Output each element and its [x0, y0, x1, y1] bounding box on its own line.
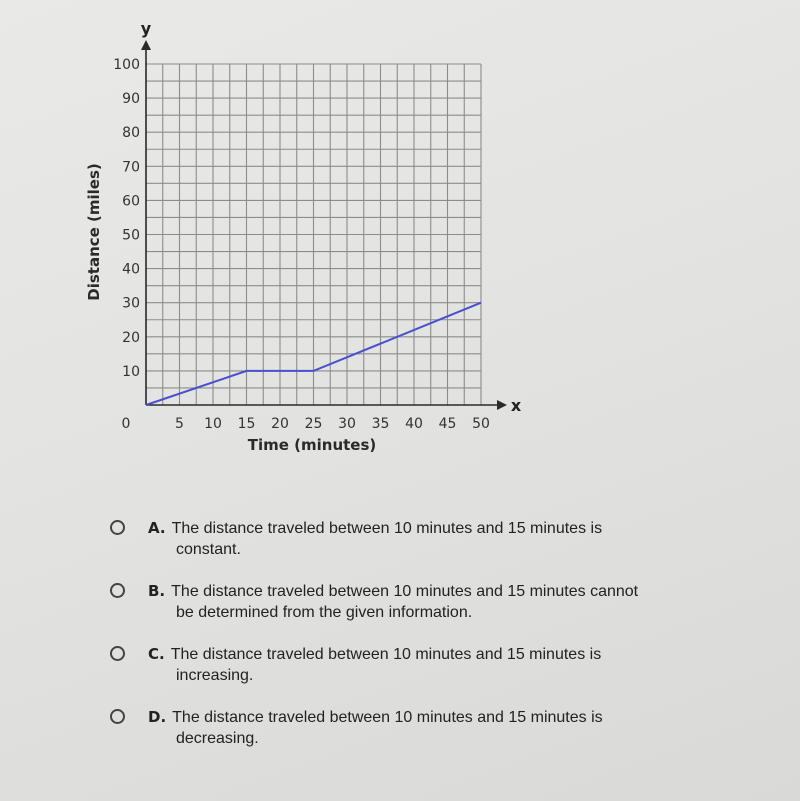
choice-text-continued: be determined from the given information. — [176, 604, 473, 621]
y-tick-label: 20 — [122, 329, 140, 346]
y-tick-label: 70 — [122, 159, 140, 176]
x-tick-label: 35 — [371, 416, 390, 432]
y-tick-label: 90 — [122, 91, 140, 108]
choice-text-continued: increasing. — [176, 667, 254, 684]
choice-text: The distance traveled between 10 minutes and 15 minutes is — [171, 520, 603, 537]
radio-button-b[interactable] — [110, 583, 125, 598]
x-tick-label: 45 — [438, 416, 457, 432]
x-tick-label: 10 — [204, 416, 222, 432]
radio-button-c[interactable] — [110, 646, 125, 661]
choice-text-continued: decreasing. — [176, 730, 259, 747]
choice-text: The distance traveled between 10 minutes and 15 minutes is — [172, 709, 603, 726]
y-tick-label: 30 — [122, 295, 140, 312]
y-axis-letter: y — [140, 19, 152, 38]
answer-choices — [110, 518, 730, 749]
origin-label: 0 — [121, 416, 131, 432]
y-axis-arrow — [141, 40, 151, 50]
y-axis-title: Distance (miles) — [85, 163, 103, 301]
y-tick-label: 60 — [122, 193, 140, 210]
choice-text: The distance traveled between 10 minutes and 15 minutes is — [170, 646, 602, 663]
x-tick-label: 25 — [304, 416, 323, 432]
y-tick-label: 10 — [122, 363, 140, 380]
x-tick-label: 20 — [271, 416, 289, 432]
x-tick-label: 40 — [405, 416, 423, 432]
x-axis-title: Time (minutes) — [247, 436, 377, 454]
x-axis-arrow — [497, 400, 507, 410]
choice-a[interactable] — [110, 518, 730, 560]
choice-text-continued: constant. — [176, 541, 241, 558]
y-tick-label: 40 — [122, 261, 140, 278]
choice-c[interactable] — [110, 644, 730, 686]
choice-text: The distance traveled between 10 minutes and 15 minutes cannot — [171, 583, 639, 600]
choice-letter: B. — [148, 582, 166, 600]
x-axis-letter: x — [510, 396, 522, 415]
choice-letter: C. — [148, 645, 165, 663]
chart-tick-labels — [113, 57, 490, 432]
choice-d[interactable] — [110, 707, 730, 749]
choice-letter: A. — [148, 519, 166, 537]
y-tick-label: 50 — [122, 227, 140, 244]
y-tick-label: 100 — [113, 57, 140, 73]
radio-button-a[interactable] — [110, 520, 125, 535]
x-tick-label: 50 — [472, 416, 490, 432]
x-tick-label: 5 — [175, 416, 184, 432]
x-tick-label: 30 — [338, 416, 356, 432]
chart-grid — [146, 64, 481, 405]
choice-b[interactable] — [110, 581, 730, 623]
radio-button-d[interactable] — [110, 709, 125, 724]
choice-letter: D. — [148, 708, 167, 726]
x-tick-label: 15 — [237, 416, 256, 432]
y-tick-label: 80 — [122, 125, 140, 142]
